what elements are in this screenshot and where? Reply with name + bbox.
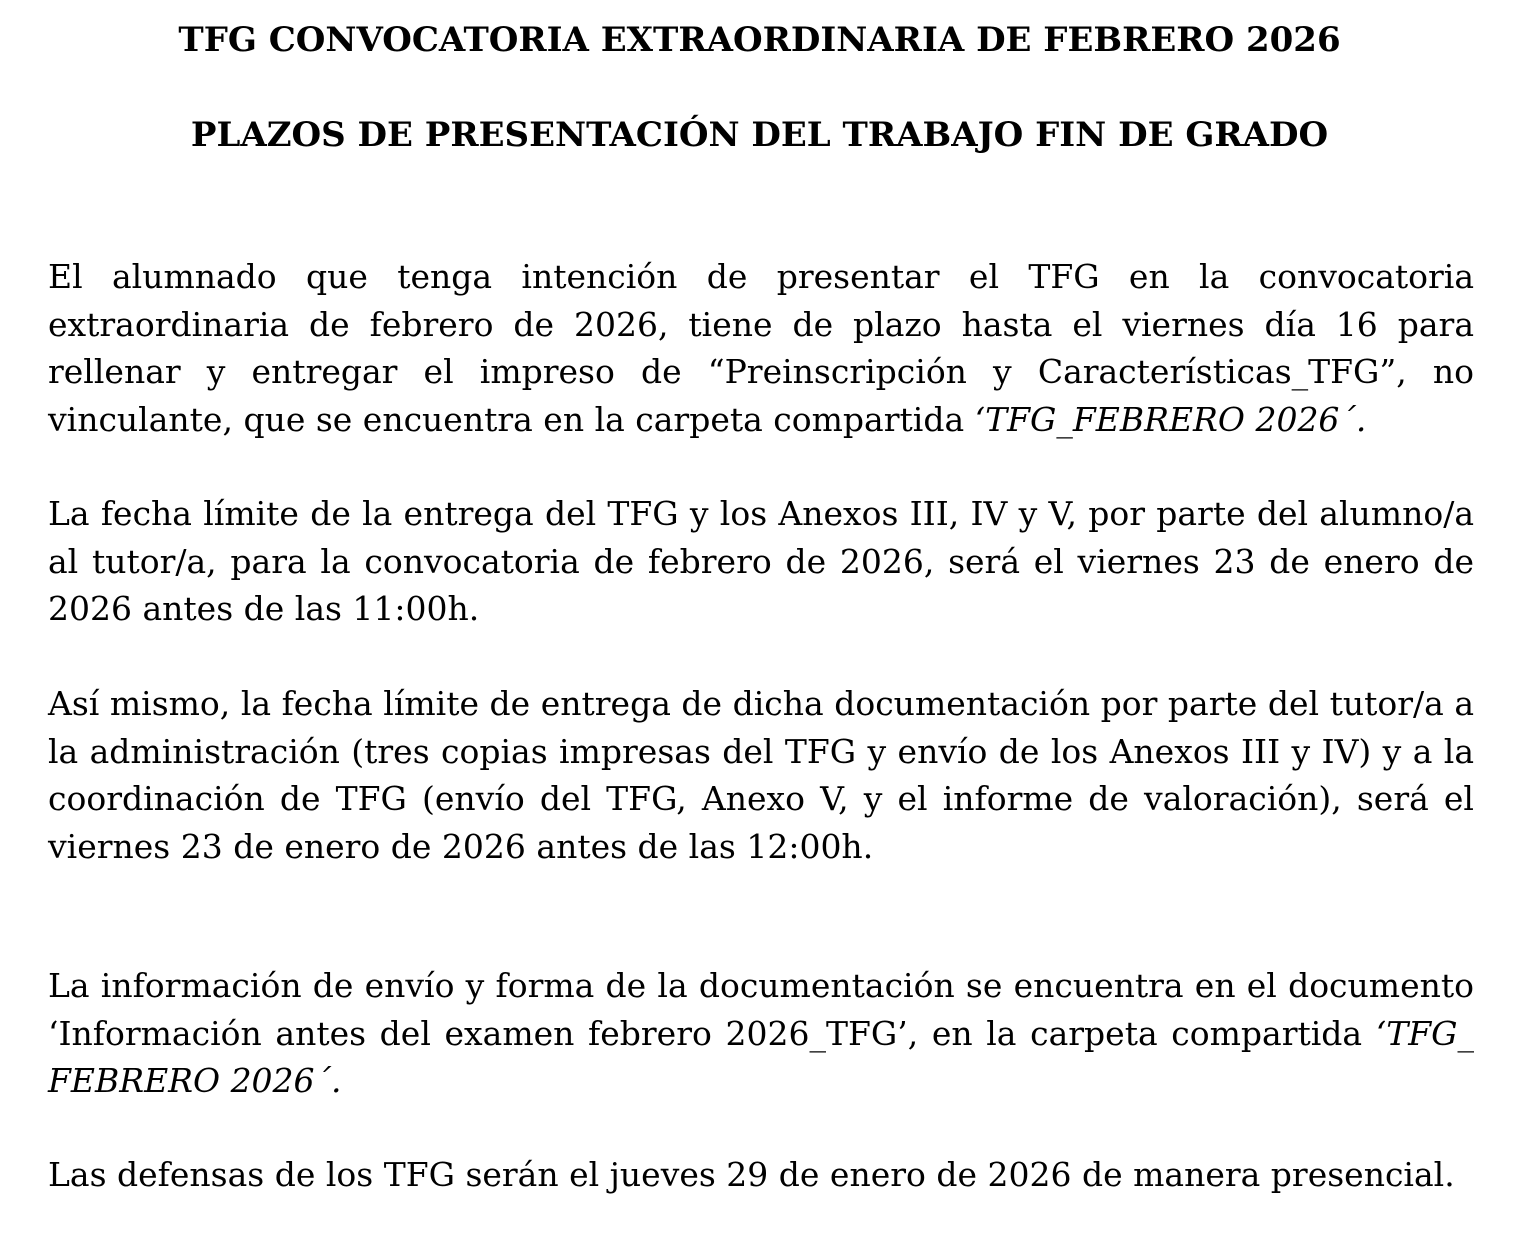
paragraph-documentation-info-text: La información de envío y forma de la documentación se encuentra en el documento ‘Información antes del examen febrero 2026_TFG’, en la carpeta compartida — [48, 966, 1474, 1053]
shared-folder-name: ‘TFG_ FEBRERO 2026´. — [48, 1013, 1474, 1100]
paragraph-tutor-deadline: Así mismo, la fecha límite de entrega de dicha documentación por parte del tutor/a a la administración (tres copias impresas del TFG y envío de los Anexos III y IV) y a la coordinación de TFG (envío del TFG, Anexo V, y el informe de valoración), será el viernes 23 de enero de 2026 antes de las 12:00h. — [48, 684, 1474, 866]
document-title: TFG CONVOCATORIA EXTRAORDINARIA DE FEBRERO 2026 — [178, 20, 1341, 60]
document-subtitle: PLAZOS DE PRESENTACIÓN DEL TRABAJO FIN DE GRADO — [190, 115, 1329, 155]
paragraph-preinscription-text: El alumnado que tenga intención de presentar el TFG en la convocatoria extraordinaria de febrero de 2026, tiene de plazo hasta el viernes día 16 para rellenar y entregar el impreso de “Preinscripción y Características_TFG”, no vinculante, que se encuentra en la carpeta compartida — [48, 257, 1474, 439]
shared-folder-name: ‘TFG_FEBRERO 2026´. — [974, 399, 1367, 439]
paragraph-defense-date: Las defensas de los TFG serán el jueves 29 de enero de 2026 de manera presencial. — [48, 1155, 1455, 1194]
paragraph-documentation-info — [48, 962, 1474, 1105]
paragraph-preinscription — [48, 253, 1474, 443]
paragraph-student-deadline: La fecha límite de la entrega del TFG y los Anexos III, IV y V, por parte del alumno/a al tutor/a, para la convocatoria de febrero de 2026, será el viernes 23 de enero de 2026 antes de las 11:00h. — [48, 494, 1474, 628]
